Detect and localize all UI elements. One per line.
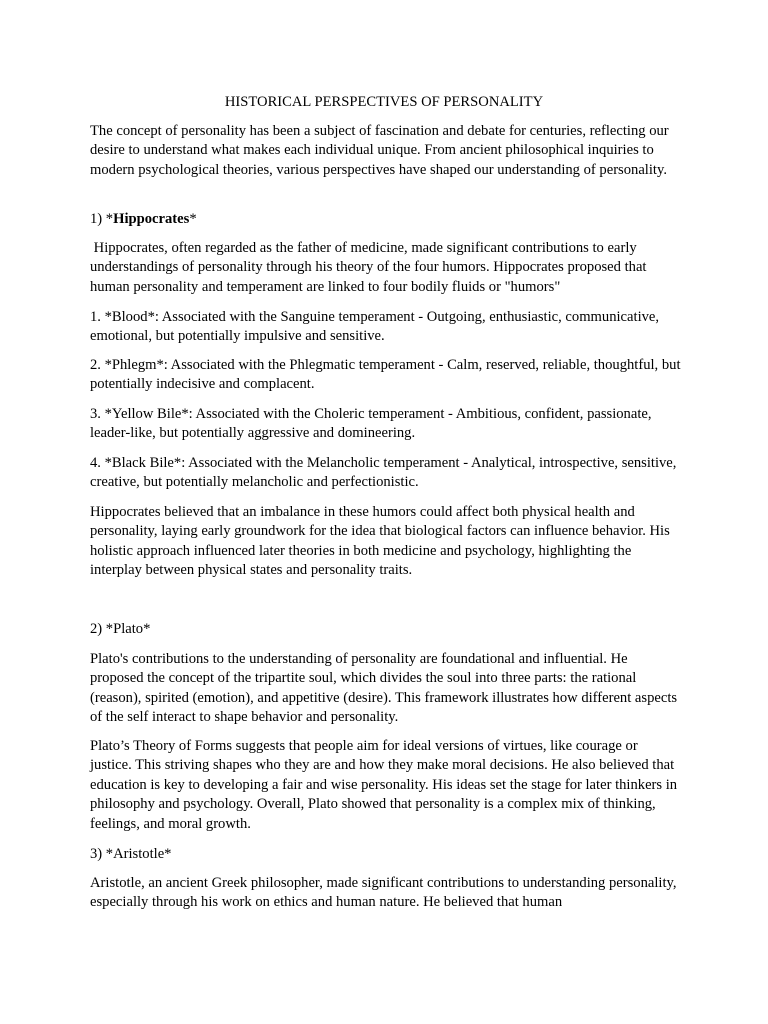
heading-prefix: 1) * <box>90 211 114 227</box>
plato-heading: 2) *Plato* <box>90 621 151 637</box>
plato-paragraph-2: Plato’s Theory of Forms suggests that people aim for ideal versions of virtues, like courage or justice. This striving shapes who they are and how they make moral decisions. He also believed that education is key to developing a fair and wise personality. His ideas set the stage for later thinkers in philosophy and psychology. Overall, Plato showed that personality is a complex mix of thinking, feelings, and moral growth. <box>90 738 678 832</box>
humor-item: 3. *Yellow Bile*: Associated with the Choleric temperament - Ambitious, confident, passionate, leader-like, but potentially aggressive and domineering. <box>90 406 652 442</box>
hippocrates-conclusion: Hippocrates believed that an imbalance in these humors could affect both physical health and personality, laying early groundwork for the idea that biological factors can influence behavior. His holistic approach influenced later theories in both medicine and psychology, highlighting the interplay between physical states and personality traits. <box>90 504 670 579</box>
plato-paragraph-1: Plato's contributions to the understanding of personality are foundational and influential. He proposed the concept of the tripartite soul, which divides the soul into three parts: the rational (reason), spirited (emotion), and appetitive (desire). This framework illustrates how different aspects of the self interact to shape behavior and personality. <box>90 651 678 726</box>
humor-item: 2. *Phlegm*: Associated with the Phlegmatic temperament - Calm, reserved, reliable, thoughtful, but potentially indecisive and complacent. <box>90 357 681 393</box>
heading-suffix: * <box>189 211 197 227</box>
humor-item: 1. *Blood*: Associated with the Sanguine temperament - Outgoing, enthusiastic, communicative, emotional, but potentially impulsive and sensitive. <box>90 309 660 345</box>
intro-paragraph: The concept of personality has been a subject of fascination and debate for centuries, reflecting our desire to understand what makes each individual unique. From ancient philosophical inquiries to modern psychological theories, various perspectives have shaped our understanding of personality. <box>90 123 669 178</box>
heading-name: Hippocrates <box>113 211 190 227</box>
hippocrates-heading <box>90 210 682 229</box>
humor-item: 4. *Black Bile*: Associated with the Melancholic temperament - Analytical, introspective, sensitive, creative, but potentially melancholic and perfectionistic. <box>90 455 677 491</box>
document-title: HISTORICAL PERSPECTIVES OF PERSONALITY <box>224 94 544 110</box>
aristotle-heading: 3) *Aristotle* <box>90 846 172 862</box>
hippocrates-intro: Hippocrates, often regarded as the father of medicine, made significant contributions to early understandings of personality through his theory of the four humors. Hippocrates proposed that human personality and temperament are linked to four bodily fluids or "humors" <box>90 240 651 295</box>
aristotle-paragraph-1: Aristotle, an ancient Greek philosopher, made significant contributions to understanding personality, especially through his work on ethics and human nature. He believed that human <box>90 875 677 911</box>
